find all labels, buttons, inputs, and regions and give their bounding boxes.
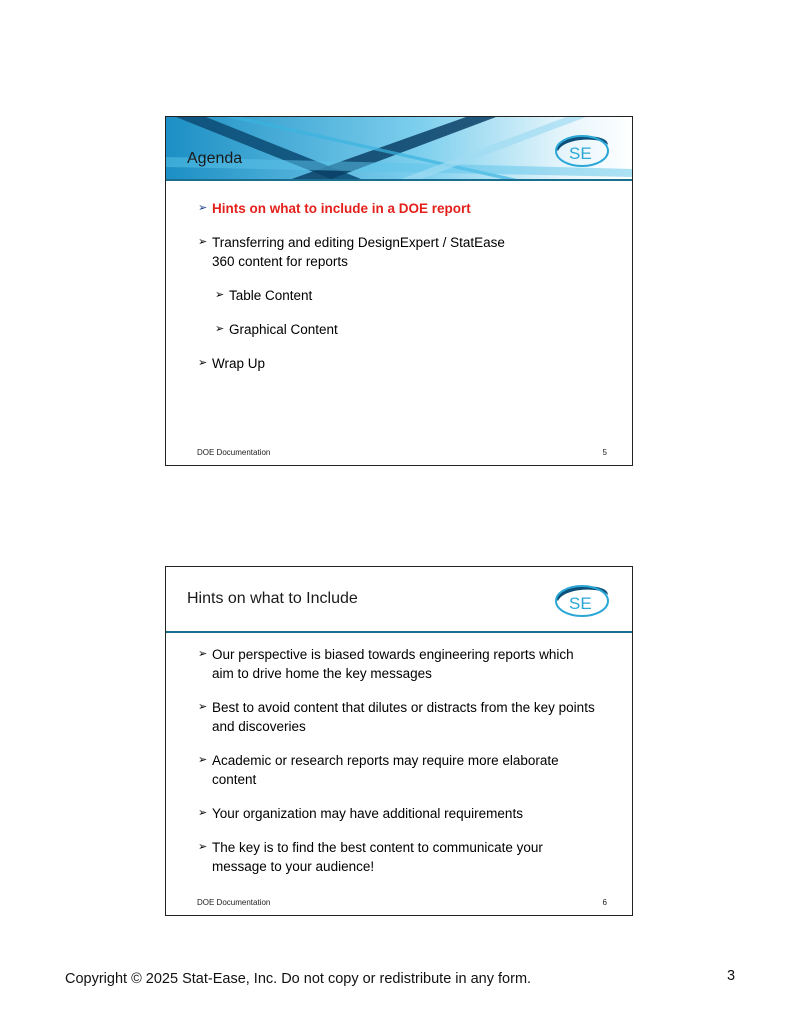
bullet-item <box>198 354 612 373</box>
slide-hints <box>165 566 633 916</box>
arrow-bullet-icon: ➢ <box>198 357 208 369</box>
slide-footer-label: DOE Documentation <box>197 448 271 457</box>
bullet-text: Graphical Content <box>229 322 338 337</box>
bullet-text: Our perspective is biased towards engineering reports which aim to drive home the key messages <box>212 647 574 681</box>
bullet-text: Your organization may have additional requirements <box>212 806 523 821</box>
bullet-item <box>215 286 612 305</box>
slide-header-banner <box>166 117 632 181</box>
bullet-list <box>198 199 612 388</box>
bullet-item <box>198 838 612 876</box>
bullet-item <box>198 698 612 736</box>
arrow-bullet-icon: ➢ <box>198 841 208 853</box>
bullet-item <box>198 199 612 218</box>
bullet-item <box>198 233 612 271</box>
bullet-text: Wrap Up <box>212 356 266 371</box>
bullet-text: The key is to find the best content to communicate your message to your audience! <box>212 840 543 874</box>
arrow-bullet-icon: ➢ <box>198 648 208 660</box>
arrow-bullet-icon: ➢ <box>215 289 225 301</box>
bullet-text: Transferring and editing DesignExpert / StatEase 360 content for reports <box>212 235 505 269</box>
arrow-bullet-icon: ➢ <box>198 754 208 766</box>
arrow-bullet-icon: ➢ <box>215 323 225 335</box>
arrow-bullet-icon: ➢ <box>198 701 208 713</box>
bullet-text: Academic or research reports may require more elaborate content <box>212 753 559 787</box>
slide-number: 5 <box>602 448 607 457</box>
bullet-list <box>198 645 612 891</box>
slide-agenda <box>165 116 633 466</box>
stat-ease-logo <box>554 129 610 169</box>
arrow-bullet-icon: ➢ <box>198 202 208 214</box>
slide-title: Hints on what to Include <box>187 590 358 607</box>
arrow-bullet-icon: ➢ <box>198 807 208 819</box>
arrow-bullet-icon: ➢ <box>198 236 208 248</box>
bullet-item <box>198 645 612 683</box>
bullet-text: Table Content <box>229 288 313 303</box>
bullet-text: Best to avoid content that dilutes or distracts from the key points and discoveries <box>212 700 595 734</box>
slide-footer-label: DOE Documentation <box>197 898 271 907</box>
logo-text: SE <box>569 144 592 163</box>
bullet-item <box>215 320 612 339</box>
bullet-item <box>198 804 612 823</box>
slide-title: Agenda <box>187 150 243 167</box>
page-number: 3 <box>727 968 736 984</box>
stat-ease-logo <box>554 579 610 619</box>
slide-header <box>166 567 632 633</box>
bullet-text: Hints on what to include in a DOE report <box>212 201 471 216</box>
slide-number: 6 <box>602 898 607 907</box>
bullet-item <box>198 751 612 789</box>
copyright-notice: Copyright © 2025 Stat-Ease, Inc. Do not copy or redistribute in any form. <box>65 971 532 987</box>
logo-text: SE <box>569 594 592 613</box>
